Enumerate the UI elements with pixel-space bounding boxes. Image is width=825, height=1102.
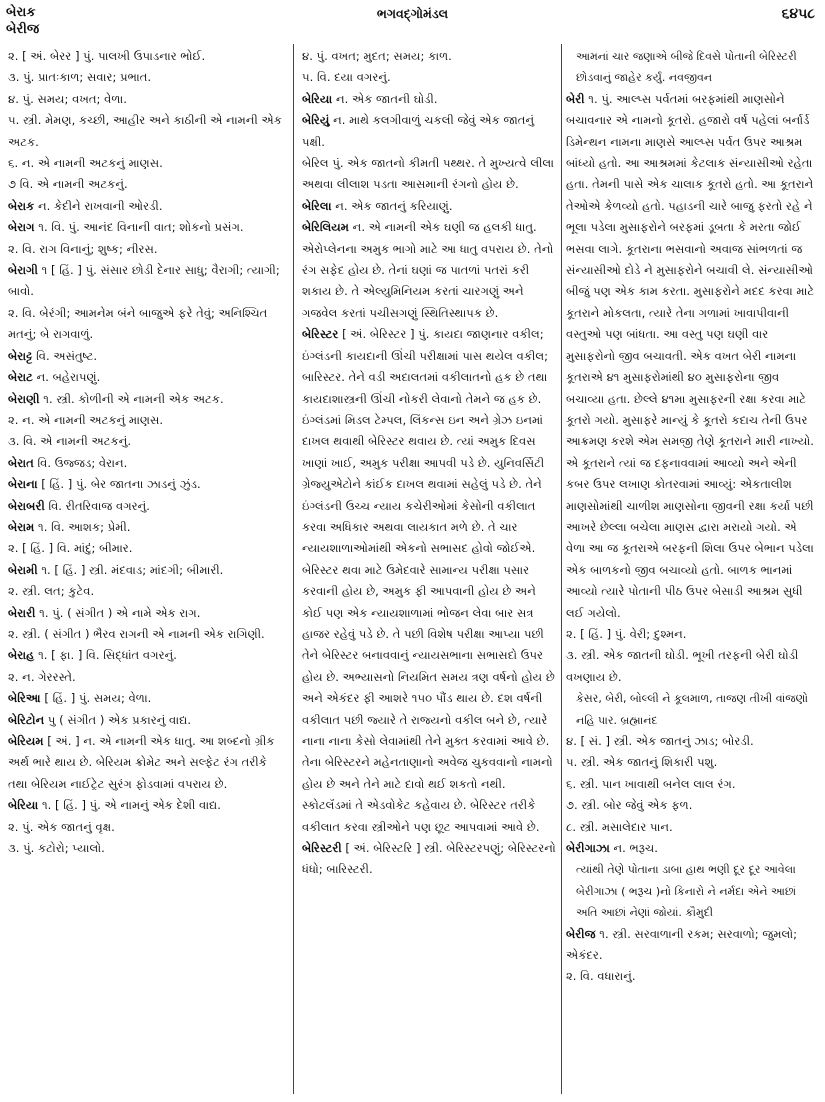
- dictionary-entry: [8, 389, 285, 410]
- definition-text: ૫. સ્ત્રી. મેમણ, કચ્છી, આહીર અને કાઠીની એ નામની એક અટક.: [8, 113, 282, 149]
- dictionary-entry: [8, 560, 285, 581]
- dictionary-entry: [8, 688, 285, 709]
- definition-text: ૬. સ્ત્રી. પાન ખાવાથી બનેલ લાલ રંગ.: [566, 776, 736, 791]
- headword: બેરિઆ: [8, 691, 41, 706]
- definition-text: ૨. [ હિં. ] વિ. માંદું; બીમાર.: [8, 541, 133, 556]
- dictionary-entry: [8, 645, 285, 666]
- definition-text: ન. માથે કલગીવાળું ચકલી જેવું એક જાતનું પક્ષી.: [302, 113, 535, 149]
- dictionary-entry: [8, 196, 285, 217]
- definition-text: ૧. સ્ત્રી. સરવાળાની રકમ; સરવાળો; જુમલો; એકંદર.: [566, 926, 798, 963]
- definition-text: કેસર, બેરી, બોલ્લી ને કૂલમાળ, તાજણ તીખી વાંજણો નહિ પાર. બ્રહ્માનંદ: [576, 692, 808, 727]
- definition-text: ૩. પું. પ્રાતઃકાળ; સવાર; પ્રભાત.: [8, 70, 152, 85]
- definition-text: ૨. [ હિં. ] પું. વેરી; દુશ્મન.: [566, 626, 687, 641]
- definition-text: [ હિં. ] પું. સમય; વેળા.: [40, 691, 152, 706]
- dictionary-entry: [8, 367, 285, 388]
- headword: બેરિસ્ટરી: [302, 841, 342, 856]
- definition-text: ૨. વિ. બેરંગી; આમનેમ બંને બાજુએ ફરે તેવું; અનિશ્ચિત મતનું; બે રાગવાળું.: [8, 305, 268, 342]
- headword: બેરારી: [8, 605, 36, 620]
- dictionary-entry: [566, 89, 818, 624]
- headword: બેરાણી: [8, 391, 40, 406]
- definition-text: ત્યાંથી તેણે પોતાના ડાબા હાથ ભણી દૂર દૂર આવેલા બેરીગાઝા ( ભરૂચ )નો કિનારો ને નર્મદા એને આછાં અતિ આછાં નેણાં જોયાં. કૌમુદી: [576, 863, 797, 920]
- headword: બેરિયમ: [8, 734, 44, 748]
- guide-word-first: બેરાક: [6, 5, 36, 20]
- definition-text: પુ ( સંગીત ) એક પ્રકારનું વાદ્ય.: [44, 712, 192, 727]
- dictionary-entry: [302, 110, 557, 153]
- definition-text: [ અં. બેરિસ્ટરિ ] સ્ત્રી. બેરિસ્ટરપણું; બેરિસ્ટરનો ધંધો; બારિસ્ટરી.: [302, 841, 556, 877]
- definition-text: ૧. સ્ત્રી. કોળીની એ નામની એક અટક.: [39, 391, 224, 406]
- dictionary-entry: [8, 474, 285, 495]
- dictionary-entry: [8, 517, 285, 538]
- dictionary-entry: [8, 260, 285, 303]
- dictionary-entry: [8, 710, 285, 731]
- dictionary-entry: [8, 538, 285, 559]
- dictionary-entry: [8, 795, 285, 816]
- definition-text: ૮. સ્ત્રી. મસાલેદાર પાન.: [566, 819, 673, 834]
- definition-text: ૪. પું. વખત; મુદત; સમય; કાળ.: [302, 49, 452, 63]
- definition-text: ૨. વિ. વધારાનું.: [566, 969, 636, 984]
- definition-text: ૧. [ હિં. ] સ્ત્રી. મંદવાડ; માંદગી; બીમારી.: [37, 562, 224, 577]
- definition-text: ૧. વિ. આશક; પ્રેમી.: [34, 519, 131, 534]
- definition-text: ૪. પું. સમય; વખત; વેળા.: [8, 91, 127, 106]
- dictionary-title: ભગવદ્ગોમંડલ: [376, 6, 449, 21]
- definition-text: ૧. વિ. પું. આનંદ વિનાની વાત; શોકનો પ્રસંગ.: [34, 220, 244, 235]
- definition-text: ૨. ન. એ નામની અટકનું માણસ.: [8, 412, 164, 427]
- dictionary-entry: [8, 431, 285, 452]
- dictionary-entry: [8, 303, 285, 346]
- guide-word-last: બેરીજ: [6, 22, 40, 37]
- definition-text: ૧. [ હિં. ] પું. એ નામનું એક દેશી વાદ્ય.: [38, 798, 221, 813]
- dictionary-entry: [8, 410, 285, 431]
- headword: બેરિયા: [8, 798, 39, 813]
- headword: બેરાટ: [8, 370, 33, 385]
- dictionary-entry: [8, 89, 285, 110]
- headword: બેરાત: [8, 455, 34, 470]
- dictionary-entry: [8, 153, 285, 174]
- dictionary-entry: [8, 581, 285, 602]
- dictionary-entry: [8, 174, 285, 195]
- dictionary-entry: [8, 667, 285, 688]
- column-2: [302, 46, 557, 1100]
- headword: બેરિયું: [302, 113, 330, 128]
- headword: બેરિયા: [302, 91, 333, 106]
- headword: બેરિટોન: [8, 712, 45, 727]
- headword: બેરામી: [8, 562, 38, 577]
- dictionary-entry: [302, 324, 557, 838]
- dictionary-entry: [8, 731, 285, 795]
- headword: બેરાહ: [8, 648, 35, 663]
- definition-text: ૩. વિ. એ નામની અટકનું.: [8, 434, 132, 449]
- dictionary-entry: [302, 196, 557, 217]
- definition-text: ન. કેદીને રાખવાની ઓરડી.: [34, 198, 163, 213]
- definition-text: ૨. [ અં. બેરર ] પું. પાલખી ઉપાડનાર ભોઈ.: [8, 49, 206, 63]
- dictionary-entry: [566, 731, 818, 752]
- headword: બેરીજ: [566, 926, 596, 941]
- definition-text: ૫. સ્ત્રી. એક જાતનું શિકારી પશુ.: [566, 755, 718, 770]
- definition-text: ૭. સ્ત્રી. બોર જેવું એક ફળ.: [566, 798, 693, 813]
- column-divider: [293, 44, 294, 1094]
- definition-text: ૨. વિ. રાગ વિનાનું; શુષ્ક; નીરસ.: [8, 241, 158, 256]
- definition-text: વિ. અસંતુષ્ટ.: [32, 348, 98, 363]
- definition-text: ૩. પું. કટોરો; પ્યાલો.: [8, 841, 105, 856]
- dictionary-entry: [8, 624, 285, 645]
- dictionary-entry: [8, 239, 285, 260]
- quotation: [566, 688, 818, 731]
- dictionary-entry: [566, 624, 818, 645]
- definition-text: ૧. પું. ( સંગીત ) એ નામે એક રાગ.: [35, 605, 201, 620]
- column-divider: [561, 44, 562, 1094]
- dictionary-entry: [8, 817, 285, 838]
- definition-text: ન. બહેરાપણું.: [32, 370, 101, 385]
- dictionary-entry: [566, 966, 818, 987]
- dictionary-entry: [302, 89, 557, 110]
- dictionary-entry: [566, 795, 818, 816]
- column-3: [566, 46, 818, 1100]
- headword: બેરાગ: [8, 220, 35, 235]
- headword: બેરિસ્ટર: [302, 327, 339, 342]
- dictionary-entry: [566, 645, 818, 688]
- definition-text: ૫. વિ. દયા વગરનું.: [302, 70, 391, 85]
- definition-text: ૨. સ્ત્રી. ( સંગીત ) ભૈરવ રાગની એ નામની એક રાગિણી.: [8, 626, 265, 641]
- dictionary-entry: [302, 217, 557, 324]
- definition-text: વિ. રીતરિવાજ વગરનું.: [44, 498, 150, 513]
- definition-text: વિ. ઉજ્જડ; વેરાન.: [33, 455, 128, 470]
- definition-text: ૭ વિ. એ નામની અટકનું.: [8, 177, 128, 192]
- definition-text: ૧. પું. આલ્પ્સ પર્વતમાં બરફમાંથી માણસોને બચાવનાર એ નામનો કૂતરો. હજારો વર્ષ પહેલાં બર્નાર્ડ ડિમેન્થન નામના માણસે આલ્પ્સ પર્વત ઉપર આશ્રમ બાંધ્યો હતો. આ આશ્રમમાં કેટલાક સંન્યાસીઓ રહેતા હતા. તેમની પાસે એક ચાલાક કૂતરો હતો. આ કૂતરાને તેઓએ કેળવ્યો હતો. પહાડની ચારે બાજુ ફરતો રહે ને ભૂલા પડેલા મુસાફરોને બરફમાં ડૂબતા કે મરતા જોઈ ભસવા લાગે. કૂતરાના ભસવાનો અવાજ સાંભળતાં જ સંન્યાસીઓ દોડે ને મુસાફરોને બચાવી લે. સંન્યાસીઓ બીજું પણ એક કામ કરતા. મુસાફરોને મદદ કરવા માટે કૂતરાને મોકલતા, ત્યારે તેના ગળામાં ખાવાપીવાની વસ્તુઓ પણ બાંધતા. આ વસ્તુ પણ ઘણી વાર મુસાફરોનો જીવ બચાવતી. એક વખત બેરી નામના કૂતરાએ ૪૧ મુસાફરોમાંથી ૪૦ મુસાફરોના જીવ બચાવ્યા હતા. છેલ્લે ૪૧મા મુસાફરની રક્ષા કરવા માટે કૂતરો ગયો. મુસાફરે માન્યું કે કૂતરો કદાચ તેની ઉપર આક્રમણ કરશે એમ સમજી તેણે કૂતરાને મારી નાખ્યો. એ કૂતરાને ત્યાં જ દફનાવવામાં આવ્યો અને એની કબર ઉપર લખાણ કોતરવામાં આવ્યું: એકતાલીશ માણસોમાંથી ચાળીશ માણસોના જીવની રક્ષા કર્યા પછી આખરે છેલ્લા બચેલા માણસ દ્વારા મરાયો ગયો. એ વેળા આ જ કૂતરાએ બરફની શિલા ઉપર બેભાન પડેલા એક બાળકનો જીવ બચાવ્યો હતો. બાળક ભાનમાં આવ્યો ત્યારે પોતાની પીઠ ઉપર બેસાડી આશ્રમ સુધી લઈ ગયેલો.: [566, 91, 815, 620]
- dictionary-entry: [302, 46, 557, 67]
- column-1: [8, 46, 285, 1100]
- dictionary-entry: [8, 110, 285, 153]
- dictionary-entry: [566, 924, 818, 967]
- dictionary-entry: [8, 46, 285, 67]
- quotation: [566, 859, 818, 923]
- headword: બેરાટ્ટ: [8, 348, 33, 363]
- definition-text: [ અં. બેરિસ્ટર ] પું. કાયદા જાણનાર વકીલ; ઇંગ્લંડની કાયદાની ઊંચી પરીક્ષામાં પાસ થયેલ વકીલ; બારિસ્ટર. તેને વડી અદાલતમાં વકીલાતનો હક છે તથા કાયદાશાસ્ત્રની ઊંચી નોકરી લેવાનો તેમને જ હક છે. ઇંગ્લંડમાં મિડલ ટેમ્પલ, લિંકન્સ ઇન અને ગ્રેઝ ઇનમાં દાખલ થવાથી બેરિસ્ટર થવાય છે. ત્યાં અમુક દિવસ ખાણાં ખાઈ, અમુક પરીક્ષા આપવી પડે છે. યુનિવર્સિટી ગ્રેજ્યુએટોને કાંઈક દાખલ થવામાં સહેલું પડે છે. તેને ઇંગ્લંડની ઉચ્ચ ન્યાય કચેરીઓમાં કેસોની વકીલાત કરવા અધિકાર અથવા લાયકાત મળે છે. તે ચાર ન્યાયશાળાઓમાંથી એકનો સભાસદ હોવો જોઈએ. બેરિસ્ટર થવા માટે ઉમેદવારે સામાન્ય પરીક્ષા પસાર કરવાની હોય છે, અમુક ફી આપવાની હોય છે અને કોઈ પણ એક ન્યાયશાળામાં ભોજન લેવા બાર સત્ર હાજર રહેવું પડે છે. તે પછી વિશેષ પરીક્ષા આપ્યા પછી તેને બેરિસ્ટર બનાવવાનું ન્યાયસભાના સભાસદો ઉપર હોય છે. અભ્યાસનો નિયમિત સમય ત્રણ વર્ષનો હોય છે અને એકંદર ફી આશરે ૧૫૦ પૌંડ થાય છે. દશ વર્ષની વકીલાત પછી જ્યારે તે રાજ્યનો વકીલ બને છે, ત્યારે નાના નાના કેસો લેવામાંથી તેને મુક્ત કરવામાં આવે છે. તેના બેરિસ્ટરને મહેનતાણાનો અવેજ ચુકવવાનો નામનો હોય છે અને તેને માટે દાવો થઈ શકતો નથી. સ્કોટલૅંડમાં તે એડવોકેટ કહેવાય છે. બેરિસ્ટર તરીકે વકીલાત કરવા સ્ત્રીઓને પણ છૂટ આપવામાં આવે છે.: [302, 327, 555, 834]
- dictionary-entry: [566, 817, 818, 838]
- definition-text: આમનાં ચાર જણાએ બીજે દિવસે પોતાની બેરિસ્ટરી છોડવાનું જાહેર કર્યું. નવજીવન: [576, 50, 797, 85]
- headword: બેરીગાઝા: [566, 841, 610, 856]
- definition-text: ૧. [ ફા. ] વિ. સિદ્ધાંત વગરનું.: [34, 648, 177, 663]
- page-number: ૬૪૫૮: [781, 6, 815, 22]
- dictionary-entry: [8, 67, 285, 88]
- page-header: [0, 0, 825, 44]
- headword: બેરામ: [8, 519, 35, 534]
- definition-text: બેરિલ પું. એક જાતનો કીમતી પથ્થર. તે મુખ્યત્વે લીલા અથવા લીલાશ પડતા આસમાની રંગનો હોય છે.: [302, 156, 554, 192]
- dictionary-entry: [8, 603, 285, 624]
- dictionary-entry: [8, 346, 285, 367]
- definition-text: ન. એ નામની એક ઘણી જ હલકી ધાતુ. એરોપ્લેનના અમુક ભાગો માટે આ ધાતુ વપરાય છે. તેનો રંગ સફેદ હોય છે. તેનાં ઘણાં જ પાતળાં પતરાં કરી શકાય છે. તે એલ્યુમિનિયમ કરતાં ચારગણું અને ગજવેલ કરતાં પચીસગણું સ્થિતિસ્થાપક છે.: [302, 220, 554, 320]
- definition-text: ૨. પું. એક જાતનું વૃક્ષ.: [8, 819, 115, 834]
- definition-text: ૧ [ હિં. ] પું. સંસાર છોડી દેનાર સાધુ; વૈરાગી; ત્યાગી; બાવો.: [8, 263, 280, 299]
- definition-text: ૨. સ્ત્રી. લત; કુટેવ.: [8, 584, 95, 599]
- dictionary-entry: [8, 217, 285, 238]
- dictionary-entry: [566, 774, 818, 795]
- definition-text: ન. એક જાતની ઘોડી.: [332, 91, 438, 106]
- definition-text: ન. એક જાતનું કરિયાણું.: [331, 198, 453, 213]
- dictionary-entry: [302, 838, 557, 881]
- dictionary-entry: [302, 67, 557, 88]
- definition-text: ૬. ન. એ નામની અટકનું માણસ.: [8, 156, 163, 171]
- dictionary-entry: [566, 838, 818, 859]
- definition-text: [ અં. ] ન. એ નામની એક ધાતુ. આ શબ્દનો ગ્રીક અર્થ ભારે થાય છે. બેરિયમ ક્રોમેટ અને સલ્ફેટ રંગ તરીકે તથા બેરિયમ નાઈટ્રેટ સુરંગ ફોડવામાં વપરાય છે.: [8, 734, 275, 791]
- headword: બેરિલિયમ: [302, 220, 349, 235]
- dictionary-entry: [8, 496, 285, 517]
- headword: બેરાબરી: [8, 498, 45, 513]
- definition-text: [ હિં. ] પું. બેર જાતના ઝાડનું ઝુંડ.: [37, 477, 201, 492]
- dictionary-entry: [8, 838, 285, 859]
- headword: બેરિલા: [302, 198, 332, 213]
- headword: બેરાના: [8, 477, 38, 492]
- headword: બેરાક: [8, 198, 35, 213]
- definition-text: ૩. સ્ત્રી. એક જાતની ઘોડી. ભૂખી તરફની બેરી ઘોડી વખણાય છે.: [566, 648, 799, 684]
- dictionary-entry: [8, 453, 285, 474]
- dictionary-entry: [566, 752, 818, 773]
- definition-text: ન. ભરૂચ.: [609, 841, 658, 856]
- quotation: [566, 46, 818, 89]
- headword: બેરાગી: [8, 263, 38, 278]
- definition-text: ૨. ન. ગેરરસ્તે.: [8, 669, 76, 684]
- headword: બેરી: [566, 91, 585, 106]
- definition-text: ૪. [ સં. ] સ્ત્રી. એક જાતનું ઝાડ; બોરડી.: [566, 734, 754, 748]
- dictionary-entry: [302, 153, 557, 196]
